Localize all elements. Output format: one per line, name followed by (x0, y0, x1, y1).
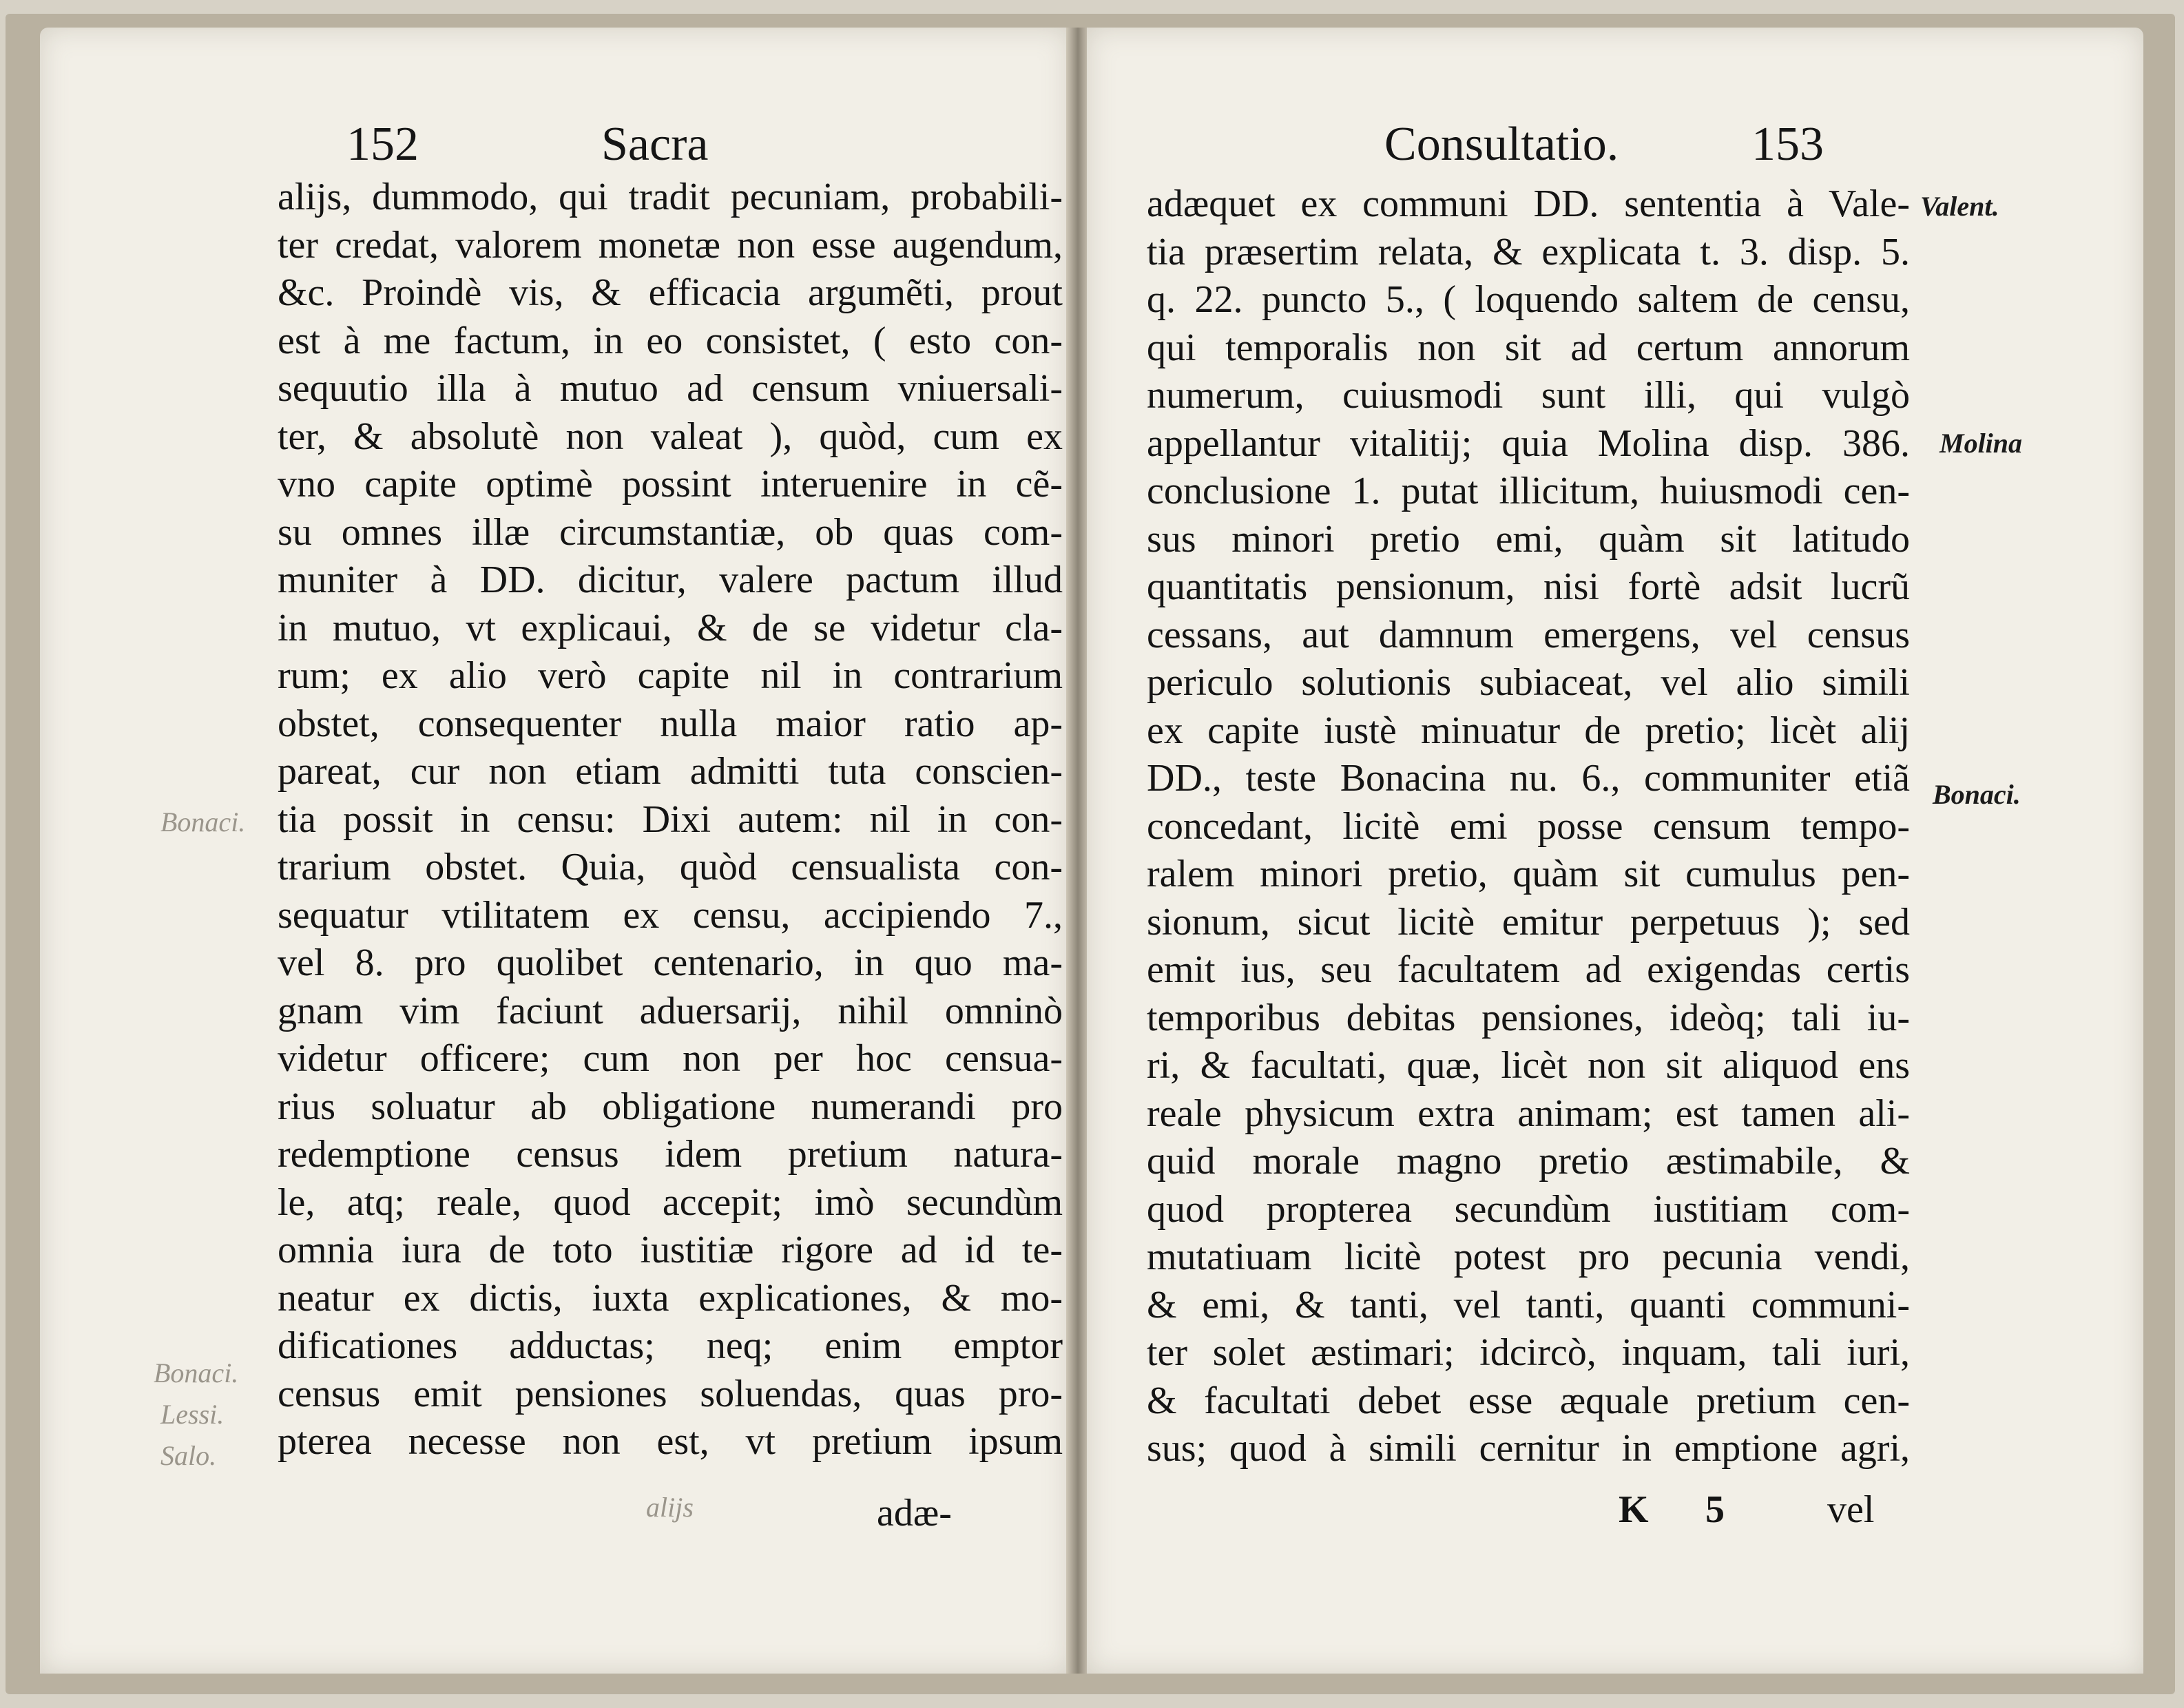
text-line: periculo solutionis subiaceat, vel alio simili (1147, 661, 1910, 704)
running-title-left: Sacra (601, 118, 709, 171)
text-line: quod propterea secundùm iustitiam com- (1147, 1187, 1910, 1231)
text-line: le, atq; reale, quod accepit; imò secundùm (278, 1180, 1063, 1224)
running-title-right: Consultatio. (1384, 118, 1619, 171)
text-line: trarium obstet. Quia, quòd censualista con- (278, 846, 1063, 888)
page-number-left: 152 (346, 118, 419, 171)
text-line: redemptione census idem pretium natura- (278, 1133, 1063, 1176)
text-line: omnia iura de toto iustitiæ rigore ad id te- (278, 1229, 1063, 1271)
bleed-through-note: Lessi. (160, 1399, 225, 1430)
text-line: vno capite optimè possint interuenire in cẽ- (278, 463, 1063, 506)
right-text-block (1147, 180, 1910, 1473)
text-line: ter credat, valorem monetæ non esse augendum, (278, 223, 1063, 267)
text-line: pareat, cur non etiam admitti tuta conscien- (278, 750, 1063, 793)
text-line: ter, & absolutè non valeat ), quòd, cum ex (278, 415, 1063, 458)
bleed-through-note: Bonaci. (160, 806, 246, 837)
text-line: sionum, sicut licitè emitur perpetuus ); sed (1147, 900, 1910, 944)
text-line: sequutio illa à mutuo ad censum vniuersali- (278, 367, 1063, 410)
margin-note-valent: Valent. (1920, 191, 1999, 222)
text-line: rum; ex alio verò capite nil in contrarium (278, 654, 1063, 697)
text-line: pterea necesse non est, vt pretium ipsum (278, 1420, 1063, 1463)
text-line: & facultati debet esse æquale pretium cen- (1147, 1379, 1910, 1422)
text-line: gnam vim faciunt aduersarij, nihil omninò (278, 989, 1063, 1032)
text-line: ri, & facultati, quæ, licèt non sit aliquod ens (1147, 1044, 1910, 1087)
text-line: ex capite iustè minuatur de pretio; licèt alij (1147, 709, 1910, 752)
bleed-through-note: alijs (646, 1492, 694, 1523)
text-line: mutatiuam licitè potest pro pecunia vendi, (1147, 1236, 1910, 1278)
text-line: cessans, aut damnum emergens, vel census (1147, 613, 1910, 656)
catchword-right: vel (1827, 1488, 1875, 1531)
text-line: sus; quod à simili cernitur in emptione agri, (1147, 1427, 1910, 1470)
text-line: est à me factum, in eo consistet, ( esto con- (278, 319, 1063, 362)
text-line: appellantur vitalitij; quia Molina disp. 386. (1147, 421, 1910, 465)
text-line: dificationes adductas; neq; enim emptor (278, 1324, 1063, 1367)
text-line: rius soluatur ab obligatione numerandi pro (278, 1085, 1063, 1128)
text-line: conclusione 1. putat illicitum, huiusmodi cen- (1147, 470, 1910, 512)
margin-note-molina: Molina (1939, 428, 2023, 459)
left-page (40, 28, 1070, 1674)
text-line: muniter à DD. dicitur, valere pactum illud (278, 559, 1063, 601)
page-number-right: 153 (1751, 118, 1824, 171)
text-line: quid morale magno pretio æstimabile, & (1147, 1140, 1910, 1183)
text-line: q. 22. puncto 5., ( loquendo saltem de censu, (1147, 278, 1910, 321)
text-line: alijs, dummodo, qui tradit pecuniam, probabili- (278, 176, 1063, 218)
text-line: emit ius, seu facultatem ad exigendas certis (1147, 948, 1910, 991)
text-line: adæquet ex communi DD. sententia à Vale- (1147, 183, 1910, 225)
text-line: neatur ex dictis, iuxta explicationes, & mo- (278, 1276, 1063, 1320)
left-text-block (278, 174, 1063, 1466)
text-line: ter solet æstimari; idcircò, inquam, tali iuri, (1147, 1331, 1910, 1374)
bleed-through-note: Salo. (160, 1440, 217, 1471)
text-line: sequatur vtilitatem ex censu, accipiendo 7., (278, 893, 1063, 937)
text-line: in mutuo, vt explicaui, & de se videtur cla- (278, 606, 1063, 649)
text-line: obstet, consequenter nulla maior ratio ap- (278, 702, 1063, 745)
bleed-through-note: Bonaci. (154, 1357, 239, 1388)
text-line: ralem minori pretio, quàm sit cumulus pen- (1147, 853, 1910, 895)
text-line: census emit pensiones soluendas, quas pro- (278, 1372, 1063, 1415)
book-gutter (1066, 28, 1090, 1674)
right-page (1087, 28, 2143, 1674)
text-line: reale physicum extra animam; est tamen ali- (1147, 1092, 1910, 1135)
text-line: quantitatis pensionum, nisi fortè adsit lucrũ (1147, 565, 1910, 608)
text-line: &c. Proindè vis, & efficacia argumẽti, prout (278, 271, 1063, 314)
text-line: videtur officere; cum non per hoc censua- (278, 1037, 1063, 1080)
text-line: & emi, & tanti, vel tanti, quanti communi- (1147, 1283, 1910, 1326)
margin-note-bonaci: Bonaci. (1933, 779, 2021, 810)
text-line: concedant, licitè emi posse censum tempo- (1147, 804, 1910, 848)
text-line: vel 8. pro quolibet centenario, in quo ma- (278, 941, 1063, 984)
catchword-left: adæ- (877, 1492, 952, 1534)
signature-number: 5 (1705, 1488, 1725, 1531)
text-line: tia possit in censu: Dixi autem: nil in con- (278, 798, 1063, 841)
text-line: numerum, cuiusmodi sunt illi, qui vulgò (1147, 374, 1910, 417)
text-line: qui temporalis non sit ad certum annorum (1147, 326, 1910, 369)
text-line: sus minori pretio emi, quàm sit latitudo (1147, 517, 1910, 561)
text-line: temporibus debitas pensiones, ideòq; tali iu- (1147, 996, 1910, 1039)
text-line: tia præsertim relata, & explicata t. 3. disp. 5. (1147, 230, 1910, 273)
text-line: DD., teste Bonacina nu. 6., communiter etiã (1147, 757, 1910, 800)
signature-mark: K (1619, 1488, 1649, 1531)
text-line: su omnes illæ circumstantiæ, ob quas com- (278, 510, 1063, 554)
